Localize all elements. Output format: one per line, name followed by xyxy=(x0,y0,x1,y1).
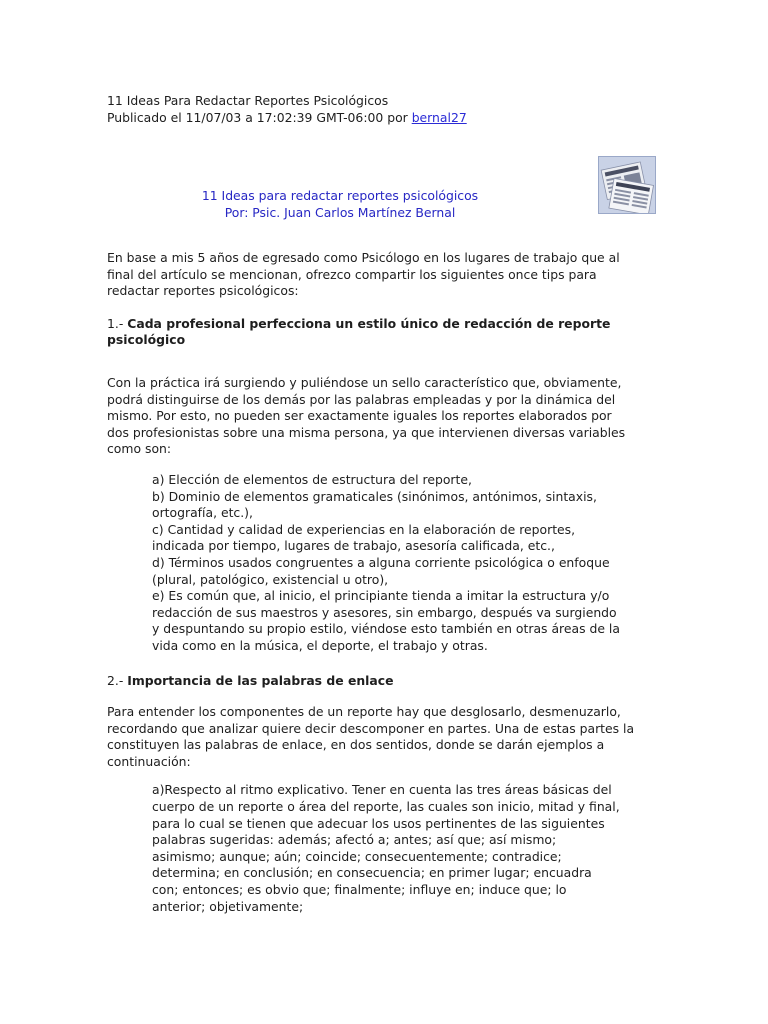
article-title: 11 Ideas para redactar reportes psicológicos xyxy=(201,188,479,203)
intro-paragraph: En base a mis 5 años de egresado como Psicólogo en los lugares de trabajo que al final del artículo se mencionan, ofrezco compartir los siguientes once tips para redactar reportes psicológicos: xyxy=(107,250,620,299)
section-1-list-item-b: b) Dominio de elementos gramaticales (sinónimos, antónimos, sintaxis, ortografía, etc.), xyxy=(152,488,597,521)
newspaper-thumbnail-image xyxy=(598,156,656,214)
section-1-number: 1.- xyxy=(107,315,128,331)
section-2-title: Importancia de las palabras de enlace xyxy=(127,673,394,689)
section-1-heading xyxy=(107,316,637,349)
section-1-list-item-e: e) Es común que, al inicio, el principiante tienda a imitar la estructura y/o redacción de sus maestros y asesores, sin embargo, después va surgiendo y despuntando su propio estilo, viéndose esto también en otras áreas de la vida como en la música, el deporte, el trabajo y otras. xyxy=(152,588,620,653)
section-1-list-item-c: c) Cantidad y calidad de experiencias en la elaboración de reportes, indicada por tiempo, lugares de trabajo, asesoría calificada, etc., xyxy=(152,521,576,554)
section-2-number: 2.- xyxy=(107,673,128,689)
section-1-list-item-d: d) Términos usados congruentes a alguna corriente psicológica o enfoque (plural, patológico, existencial u otro), xyxy=(152,554,610,587)
post-title: 11 Ideas Para Redactar Reportes Psicológicos xyxy=(107,93,389,108)
newspaper-icon xyxy=(599,157,656,214)
section-2-list-item-a: a)Respecto al ritmo explicativo. Tener en cuenta las tres áreas básicas del cuerpo de un reporte o área del reporte, las cuales son inicio, mitad y final, para lo cual se tienen que adecuar los usos pertinentes de las siguientes palabras sugeridas: además; afectó a; antes; así que; así mismo; asimismo; aunque; aún; coincide; consecuentemente; contradice; determina; en conclusión; en consecuencia; en primer lugar; encuadra con; entonces; es obvio que; finalmente; influye en; induce que; lo anterior; objetivamente; xyxy=(152,782,620,914)
article-body xyxy=(107,250,637,915)
article-author: Por: Psic. Juan Carlos Martínez Bernal xyxy=(224,204,456,220)
author-link[interactable]: bernal27 xyxy=(411,109,467,125)
published-text: Publicado el 11/07/03 a 17:02:39 GMT-06:00 por xyxy=(107,109,412,125)
section-2-paragraph: Para entender los componentes de un reporte hay que desglosarlo, desmenuzarlo, recordando que analizar quiere decir descomponer en partes. Una de estas partes la constituyen las palabras de enlace, en dos sentidos, donde se darán ejemplos a continuación: xyxy=(107,704,635,769)
article-title-block xyxy=(107,188,573,221)
post-meta xyxy=(107,110,667,127)
section-2-heading xyxy=(107,673,637,690)
post-header xyxy=(107,93,667,126)
section-1-list-item-a: a) Elección de elementos de estructura del reporte, xyxy=(152,471,472,487)
section-1-title: Cada profesional perfecciona un estilo único de redacción de reporte psicológico xyxy=(107,315,611,348)
section-1-paragraph: Con la práctica irá surgiendo y puliéndose un sello característico que, obviamente, podrá distinguirse de los demás por las palabras empleadas y por la dinámica del mismo. Por esto, no pueden ser exactamente iguales los reportes elaborados por dos profesionistas sobre una misma persona, ya que intervienen diversas variables como son: xyxy=(107,374,626,457)
